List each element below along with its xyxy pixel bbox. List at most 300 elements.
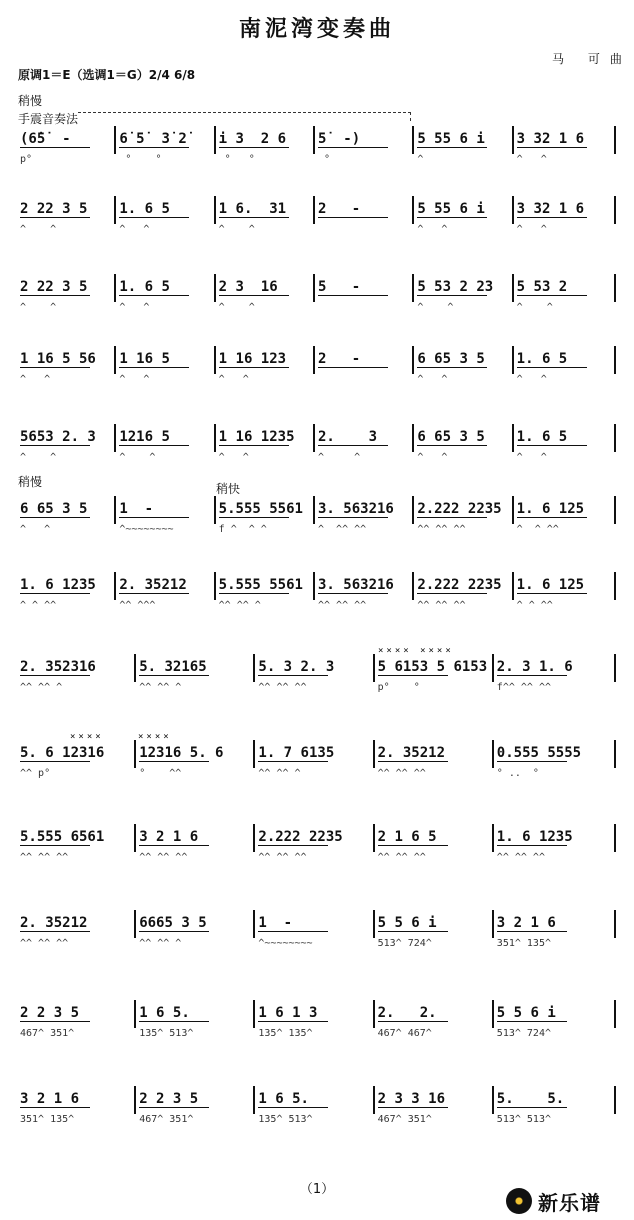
underline-beam xyxy=(318,593,388,595)
bar-line xyxy=(214,496,216,524)
measure-notes: 2. 3 xyxy=(318,429,378,445)
bar-line-end xyxy=(614,424,616,452)
bar-line xyxy=(373,1000,375,1028)
underline-beam xyxy=(258,845,328,847)
underline-beam xyxy=(119,147,189,149)
measure xyxy=(258,1090,369,1150)
measure xyxy=(119,576,210,636)
measure-notes: 2. 2. xyxy=(377,1005,437,1021)
bar-line xyxy=(492,910,494,938)
measure-notes: i 3 2 6 xyxy=(218,131,287,147)
measure xyxy=(20,658,131,718)
measure-notes: (6̇5̇ - xyxy=(20,131,71,147)
underline-beam xyxy=(20,1021,90,1023)
measure xyxy=(219,200,310,260)
bar-line-end xyxy=(614,654,616,682)
measure-marks: ^^ ^^^ xyxy=(119,600,156,611)
underline-beam xyxy=(20,675,90,677)
measure-marks: ^ ^ ^^ xyxy=(20,600,57,611)
measure xyxy=(417,350,508,410)
measure-notes: 6 65 3 5 xyxy=(417,429,485,445)
staff-row xyxy=(0,828,634,888)
bar-line xyxy=(114,424,116,452)
underline-beam xyxy=(20,445,90,447)
measure-notes: 2 22 3 5 xyxy=(20,279,88,295)
staff-row xyxy=(0,130,634,190)
bar-line xyxy=(134,740,136,768)
measure-marks: ^ ^ xyxy=(417,224,448,235)
underline-beam xyxy=(378,1021,448,1023)
staff-row xyxy=(0,1004,634,1064)
measure xyxy=(219,500,310,560)
measure-notes: 2 22 3 5 xyxy=(20,201,88,217)
bar-line xyxy=(134,1000,136,1028)
underline-beam xyxy=(119,367,189,369)
measure-notes: 3 32 1 6 xyxy=(516,131,585,147)
measure xyxy=(517,278,608,338)
underline-beam xyxy=(119,517,189,519)
underline-beam xyxy=(517,295,587,297)
bar-line xyxy=(512,346,514,374)
bar-line xyxy=(114,126,116,154)
measure xyxy=(497,914,608,974)
bar-line xyxy=(492,740,494,768)
measure-notes: 2 - xyxy=(318,201,361,217)
measure-notes: 1 6. 31 xyxy=(218,201,287,217)
underline-beam xyxy=(497,1021,567,1023)
measure-notes: 5 53 2 xyxy=(516,279,568,295)
measure-marks: ^ ^ xyxy=(516,154,547,165)
measure xyxy=(258,1004,369,1064)
key-signature: 原调1＝E（选调1＝G）2/4 6/8 xyxy=(18,68,196,82)
measure-marks: 467^ 351^ xyxy=(139,1114,194,1125)
measure-marks: ^ ^ xyxy=(218,224,255,235)
underline-beam xyxy=(497,845,567,847)
underline-beam xyxy=(497,1107,567,1109)
measure-notes: 2.222 2235 xyxy=(417,577,502,593)
underline-beam xyxy=(517,517,587,519)
measure-notes: 1. 6 5 xyxy=(119,201,170,217)
underline-beam xyxy=(417,147,487,149)
measure xyxy=(139,1004,250,1064)
measure-notes: 1. 6 125 xyxy=(516,501,585,517)
measure-notes: 6 65 3 5 xyxy=(417,351,485,367)
bar-line xyxy=(492,824,494,852)
measure xyxy=(417,576,508,636)
underline-beam xyxy=(139,1107,209,1109)
bar-line xyxy=(412,126,414,154)
underline-beam xyxy=(20,593,90,595)
bar-line-end xyxy=(614,824,616,852)
underline-beam xyxy=(139,761,209,763)
underline-beam xyxy=(517,593,587,595)
underline-beam xyxy=(219,367,289,369)
measure-marks: 351^ 135^ xyxy=(20,1114,75,1125)
measure-notes: 1 16 123 xyxy=(218,351,287,367)
underline-beam xyxy=(119,445,189,447)
bar-line xyxy=(214,346,216,374)
bar-line xyxy=(134,1086,136,1114)
underline-beam xyxy=(119,217,189,219)
tempo-mark-slow: 稍慢 xyxy=(18,475,43,489)
measure-marks: ^^ ^^ ^^ xyxy=(417,524,466,535)
measure-marks: ^ ^ xyxy=(20,524,51,535)
measure xyxy=(497,1004,608,1064)
underline-beam xyxy=(378,1107,448,1109)
bar-line xyxy=(214,424,216,452)
measure-notes: 1. 6 1235 xyxy=(20,577,96,593)
measure xyxy=(517,500,608,560)
underline-beam xyxy=(20,761,90,763)
measure-notes: 5 53 2 23 xyxy=(417,279,494,295)
bar-line xyxy=(253,824,255,852)
measure-notes: 2 2 3 5 xyxy=(20,1005,80,1021)
tempo-mark-fast: 稍快 xyxy=(216,482,241,496)
measure-marks: ^^ ^^ ^^ xyxy=(258,852,307,863)
measure xyxy=(20,1090,131,1150)
measure-notes: 5 5 6 i xyxy=(496,1005,556,1021)
bar-line xyxy=(373,654,375,682)
underline-beam xyxy=(20,367,90,369)
page-number: （1） xyxy=(299,1182,335,1197)
bar-line xyxy=(313,572,315,600)
underline-beam xyxy=(20,147,90,149)
measure-marks: ^^ ^^ ^^ xyxy=(318,600,367,611)
staff-row xyxy=(0,646,634,718)
measure xyxy=(517,130,608,190)
measure-marks: ^ ^ xyxy=(20,374,51,385)
bar-line xyxy=(253,740,255,768)
bar-line xyxy=(412,196,414,224)
underline-beam xyxy=(139,931,209,933)
measure-notes: 1 16 1235 xyxy=(218,429,295,445)
measure xyxy=(517,428,608,488)
measure xyxy=(318,428,409,488)
logo-text: 新乐谱 xyxy=(538,1190,601,1215)
underline-beam xyxy=(318,367,388,369)
measure-notes: 5 6153 5 6153 xyxy=(377,659,488,675)
measure xyxy=(119,350,210,410)
underline-beam xyxy=(258,761,328,763)
measure-marks: ^~~~~~~~~ xyxy=(258,938,313,949)
measure-notes: 1 - xyxy=(258,915,293,931)
measure-marks: ^ ^ xyxy=(417,302,454,313)
bar-line xyxy=(373,1086,375,1114)
bar-line-end xyxy=(614,910,616,938)
measure-marks: ^ ^ xyxy=(119,224,150,235)
measure xyxy=(417,200,508,260)
measure xyxy=(20,1004,131,1064)
bar-line xyxy=(412,274,414,302)
measure-marks: ^^ p° xyxy=(20,768,51,779)
underline-beam xyxy=(20,931,90,933)
measure xyxy=(119,428,210,488)
bar-line xyxy=(412,346,414,374)
measure-notes: 5 - xyxy=(318,279,361,295)
measure xyxy=(318,350,409,410)
underline-beam xyxy=(497,675,567,677)
measure-notes: 12316 5. 6 xyxy=(139,745,224,761)
underline-beam xyxy=(497,761,567,763)
measure xyxy=(20,914,131,974)
underline-beam xyxy=(219,295,289,297)
measure-marks: f ^ ^ ^ xyxy=(218,524,267,535)
underline-beam xyxy=(119,593,189,595)
underline-beam xyxy=(497,931,567,933)
measure xyxy=(258,658,369,718)
measure xyxy=(219,278,310,338)
staff-row xyxy=(0,914,634,974)
measure-marks: ° ° xyxy=(119,154,162,165)
measure-notes: 6 65 3 5 xyxy=(20,501,88,517)
bar-line-end xyxy=(614,740,616,768)
bar-line xyxy=(512,274,514,302)
measure-marks: ^^ ^^ ^^ xyxy=(417,600,466,611)
underline-beam xyxy=(378,845,448,847)
underline-beam xyxy=(20,1107,90,1109)
measure-notes: 5 5 6 i xyxy=(377,915,437,931)
bar-line-end xyxy=(614,346,616,374)
measure-notes: 3 32 1 6 xyxy=(516,201,585,217)
measure xyxy=(20,200,111,260)
staff-row xyxy=(0,576,634,636)
bar-line xyxy=(114,274,116,302)
bar-line xyxy=(214,572,216,600)
underline-beam xyxy=(318,445,388,447)
measure-notes: 1. 6 5 xyxy=(516,429,568,445)
measure-marks: ^^ ^^ ^^ xyxy=(20,852,69,863)
measure xyxy=(318,576,409,636)
underline-beam xyxy=(318,147,388,149)
bar-line xyxy=(492,654,494,682)
measure-notes: 2 2 3 5 xyxy=(139,1091,199,1107)
bar-line xyxy=(412,496,414,524)
underline-beam xyxy=(417,295,487,297)
measure-marks: p° ° xyxy=(377,682,420,693)
measure-notes: 1. 6 5 xyxy=(119,279,170,295)
measure-notes: 2. 35212 xyxy=(377,745,446,761)
page-title: 南泥湾变奏曲 xyxy=(238,16,395,42)
measure-notes: 2.222 2235 xyxy=(258,829,343,845)
measure xyxy=(20,744,131,804)
bar-line xyxy=(512,572,514,600)
bar-line xyxy=(253,910,255,938)
measure-notes: 5.555 5561 xyxy=(218,577,303,593)
measure xyxy=(378,914,489,974)
bar-line xyxy=(134,910,136,938)
bar-line xyxy=(253,654,255,682)
underline-beam xyxy=(20,295,90,297)
measure xyxy=(318,200,409,260)
measure-notes: 1. 6 1235 xyxy=(496,829,573,845)
bar-line xyxy=(313,346,315,374)
measure-marks: ^ ^ xyxy=(417,374,448,385)
underline-beam xyxy=(258,675,328,677)
underline-beam xyxy=(258,1021,328,1023)
measure xyxy=(497,744,608,804)
measure xyxy=(318,130,409,190)
measure-marks: ^^ ^^ ^^ xyxy=(377,852,426,863)
measure-marks: ^^ ^^ ^ xyxy=(139,938,182,949)
tremolo-marks: ×××× ×××× xyxy=(378,646,454,656)
bar-line xyxy=(512,196,514,224)
measure-notes: 6665 3 5 xyxy=(139,915,207,931)
underline-beam xyxy=(219,217,289,219)
measure xyxy=(417,130,508,190)
measure-marks: 351^ 135^ xyxy=(496,938,551,949)
staff-row xyxy=(0,350,634,410)
measure xyxy=(517,576,608,636)
measure-notes: 5 55 6 i xyxy=(417,131,485,147)
measure xyxy=(258,744,369,804)
measure xyxy=(497,828,608,888)
measure-marks: ^ ^ xyxy=(516,302,553,313)
measure-marks: ^^ ^^ ^^ xyxy=(20,938,69,949)
record-disc-icon xyxy=(506,1188,532,1214)
measure-marks: ^^ ^^ ^^ xyxy=(258,682,307,693)
measure-marks: 513^ 724^ xyxy=(496,1028,551,1039)
measure-notes: 2 3 16 xyxy=(218,279,278,295)
measure xyxy=(258,828,369,888)
underline-beam xyxy=(219,593,289,595)
measure-notes: 2 3 3 16 xyxy=(377,1091,446,1107)
bar-line xyxy=(134,654,136,682)
measure-marks: ^ ^ xyxy=(417,452,448,463)
bar-line xyxy=(134,824,136,852)
measure-notes: 1216 5 xyxy=(119,429,170,445)
measure-marks: p° xyxy=(20,154,33,165)
bar-line xyxy=(412,424,414,452)
measure-notes: 5. 32165 xyxy=(139,659,207,675)
measure-notes: 1 6 5. xyxy=(258,1091,309,1107)
measure-notes: 1 16 5 56 xyxy=(20,351,96,367)
measure-marks: ^ ^ xyxy=(20,224,57,235)
bar-line xyxy=(214,126,216,154)
measure-notes: 2. 35212 xyxy=(119,577,187,593)
staff-row xyxy=(0,278,634,338)
measure xyxy=(139,744,250,804)
measure-notes: 1 6 5. xyxy=(139,1005,190,1021)
measure-notes: 5.555 5561 xyxy=(218,501,303,517)
measure-notes: 5̇ -) xyxy=(318,131,361,147)
bar-line xyxy=(373,824,375,852)
measure-notes: 3 2 1 6 xyxy=(139,829,199,845)
measure xyxy=(378,658,489,718)
underline-beam xyxy=(378,761,448,763)
measure xyxy=(119,200,210,260)
composer: 马 可曲 xyxy=(552,52,632,66)
underline-beam xyxy=(139,845,209,847)
measure xyxy=(417,278,508,338)
measure-marks: 467^ 467^ xyxy=(377,1028,432,1039)
measure xyxy=(139,658,250,718)
measure-marks: ° ° xyxy=(218,154,255,165)
bar-line xyxy=(214,196,216,224)
bar-line xyxy=(313,196,315,224)
measure-marks: ^~~~~~~~~ xyxy=(119,524,174,535)
tremolo-marks: ×××× xyxy=(70,732,104,742)
measure-marks: ^^ ^^ ^^ xyxy=(139,852,188,863)
measure-marks: ^^ ^^ ^^ xyxy=(377,768,426,779)
technique-bracket xyxy=(78,112,411,121)
measure-marks: ^ ^ xyxy=(119,452,156,463)
measure xyxy=(318,500,409,560)
bar-line-end xyxy=(614,1086,616,1114)
bar-line-end xyxy=(614,126,616,154)
measure xyxy=(378,1090,489,1150)
measure-marks: ^ ^ xyxy=(516,224,547,235)
bar-line xyxy=(114,496,116,524)
measure-notes: 2 1 6 5 xyxy=(377,829,437,845)
bar-line xyxy=(313,126,315,154)
underline-beam xyxy=(417,445,487,447)
bar-line xyxy=(512,496,514,524)
underline-beam xyxy=(417,517,487,519)
measure xyxy=(20,278,111,338)
site-logo[interactable] xyxy=(506,1186,626,1216)
underline-beam xyxy=(258,1107,328,1109)
underline-beam xyxy=(417,367,487,369)
measure-marks: ^ ^^ ^^ xyxy=(318,524,367,535)
measure xyxy=(219,350,310,410)
measure-marks: ^ ^ ^^ xyxy=(516,600,553,611)
measure xyxy=(517,350,608,410)
measure-marks: 467^ 351^ xyxy=(377,1114,432,1125)
measure xyxy=(219,130,310,190)
measure xyxy=(417,428,508,488)
measure xyxy=(20,350,111,410)
measure-notes: 5 55 6 i xyxy=(417,201,485,217)
bar-line xyxy=(512,424,514,452)
staff-row xyxy=(0,200,634,260)
staff-row xyxy=(0,1090,634,1150)
bar-line-end xyxy=(614,496,616,524)
measure-notes: 1. 7 6135 xyxy=(258,745,335,761)
measure-marks: 135^ 513^ xyxy=(139,1028,194,1039)
underline-beam xyxy=(517,367,587,369)
measure-marks: ° .. ° xyxy=(496,768,539,779)
bar-line xyxy=(214,274,216,302)
measure xyxy=(119,500,210,560)
underline-beam xyxy=(378,675,448,677)
bar-line xyxy=(313,424,315,452)
measure-marks: 135^ 513^ xyxy=(258,1114,313,1125)
measure xyxy=(378,1004,489,1064)
measure-notes: 1 - xyxy=(119,501,154,517)
underline-beam xyxy=(258,931,328,933)
measure-notes: 1. 6 125 xyxy=(516,577,585,593)
underline-beam xyxy=(20,217,90,219)
measure xyxy=(139,914,250,974)
bar-line xyxy=(412,572,414,600)
measure xyxy=(219,576,310,636)
measure-notes: 2. 3 1. 6 xyxy=(496,659,573,675)
underline-beam xyxy=(318,217,388,219)
measure-notes: 5.555 6561 xyxy=(20,829,105,845)
measure xyxy=(378,828,489,888)
underline-beam xyxy=(219,147,289,149)
measure xyxy=(20,500,111,560)
measure-marks: ^ ^ xyxy=(516,374,547,385)
staff-row xyxy=(0,732,634,804)
bar-line xyxy=(373,740,375,768)
measure xyxy=(318,278,409,338)
measure xyxy=(219,428,310,488)
underline-beam xyxy=(318,295,388,297)
bar-line xyxy=(512,126,514,154)
measure-notes: 2 - xyxy=(318,351,361,367)
bar-line-end xyxy=(614,274,616,302)
